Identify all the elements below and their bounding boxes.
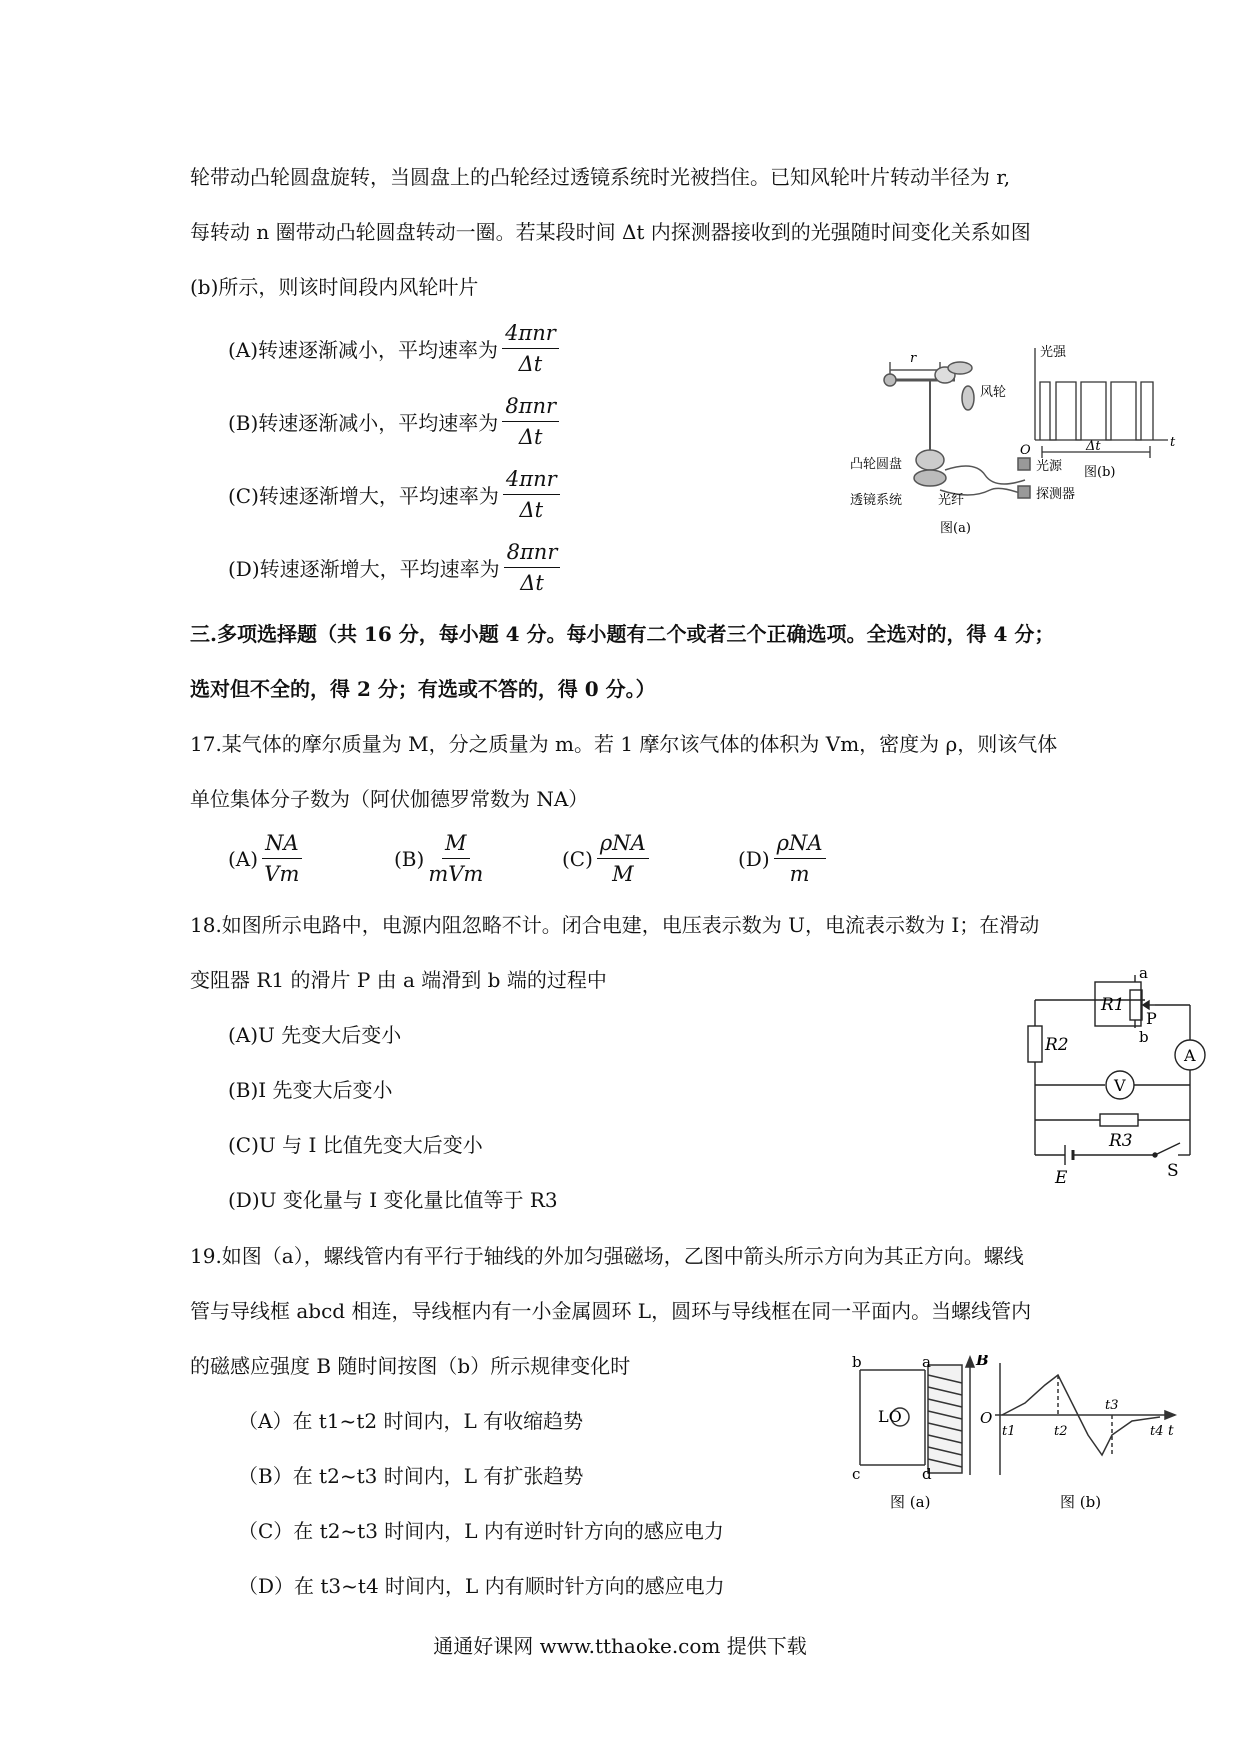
q17-option-c[interactable]: [562, 830, 649, 887]
circuit-label-e: E: [1055, 1168, 1068, 1188]
q19-text-line-1: 19.如图（a），螺线管内有平行于轴线的外加匀强磁场，乙图中箭头所示方向为其正方向。螺线: [190, 1244, 1024, 1268]
fig-label-origin: O: [1020, 443, 1031, 458]
fig-label-fiber: 光纤: [938, 493, 965, 508]
fig-label-detector: 探测器: [1036, 487, 1076, 502]
fig-label-origin: O: [980, 1409, 993, 1427]
fraction: [502, 393, 559, 450]
fig-label-t: t: [1170, 435, 1176, 450]
option-label: (B): [394, 846, 425, 871]
fraction-numerator: ρNA: [774, 830, 826, 859]
q19-option-c[interactable]: （C）在 t2~t3 时间内，L 内有逆时针方向的感应电力: [238, 1519, 724, 1543]
option-label: (B)转速逐渐减小，平均速率为: [228, 411, 499, 435]
q16-text-line-1: 轮带动凸轮圆盘旋转，当圆盘上的凸轮经过透镜系统时光被挡住。已知风轮叶片转动半径为 r,: [190, 165, 1011, 189]
q17-option-d[interactable]: [738, 830, 826, 887]
fig-label-b-field: B: [976, 1355, 989, 1369]
q17-option-b[interactable]: [394, 830, 483, 887]
fig-label-lens: 透镜系统: [850, 493, 903, 508]
circuit-label-a: a: [1139, 970, 1148, 982]
fraction-numerator: 4πnr: [502, 320, 559, 349]
circuit-label-b: b: [1139, 1028, 1149, 1046]
fraction: [503, 466, 560, 523]
fig-label-t: t: [1168, 1423, 1174, 1439]
fraction-denominator: Δt: [518, 425, 543, 449]
fig-label-b: b: [852, 1355, 862, 1371]
q18-option-d[interactable]: (D)U 变化量与 I 变化量比值等于 R3: [228, 1188, 558, 1212]
q18-text-line-2: 变阻器 R1 的滑片 P 由 a 端滑到 b 端的过程中: [190, 968, 607, 992]
fraction-denominator: Δt: [518, 352, 543, 376]
fig-label-fan: 风轮: [980, 385, 1007, 400]
q18-text-line-1: 18.如图所示电路中，电源内阻忽略不计。闭合电建，电压表示数为 U，电流表示数为 I；在滑动: [190, 913, 1040, 937]
q18-option-a[interactable]: (A)U 先变大后变小: [228, 1023, 402, 1047]
fraction-numerator: 8πnr: [504, 539, 561, 568]
q19-text-line-3: 的磁感应强度 B 随时间按图（b）所示规律变化时: [190, 1354, 631, 1378]
circuit-label-r2: R2: [1045, 1035, 1069, 1055]
fraction: [262, 830, 302, 887]
fraction: [502, 320, 559, 377]
q16-option-d[interactable]: [228, 539, 560, 596]
q19-option-a[interactable]: （A）在 t1~t2 时间内，L 有收缩趋势: [238, 1409, 584, 1433]
ammeter-icon: A: [1184, 1046, 1196, 1065]
option-label: (C)转速逐渐增大，平均速率为: [228, 484, 499, 508]
footer-source: 通通好课网 www.tthaoke.com 提供下载: [433, 1634, 807, 1658]
q16-option-a[interactable]: [228, 320, 559, 377]
fig-label-d: d: [922, 1465, 932, 1483]
voltmeter-icon: V: [1114, 1076, 1126, 1095]
q16-option-b[interactable]: [228, 393, 559, 450]
fig-caption-a: 图 (a): [890, 1493, 931, 1511]
fraction-numerator: M: [442, 830, 470, 859]
fraction-numerator: NA: [262, 830, 302, 859]
q18-circuit-diagram: [1015, 970, 1215, 1190]
fig-label-b: 图(b): [1084, 465, 1116, 480]
option-label: (C): [562, 846, 593, 871]
q16-figure: [850, 340, 1190, 550]
option-label: (D)转速逐渐增大，平均速率为: [228, 557, 500, 581]
section-3-heading-line-2: 选对但不全的，得 2 分；有选或不答的，得 0 分。）: [190, 677, 656, 701]
fig-label-a: 图(a): [940, 521, 971, 536]
fig-label-cam: 凸轮圆盘: [850, 457, 903, 472]
fig-label-a: a: [922, 1355, 931, 1371]
option-label: (D): [738, 846, 770, 871]
option-label: (A): [228, 846, 259, 871]
fig-label-delta-t: Δt: [1086, 439, 1101, 454]
option-label: (A)转速逐渐减小，平均速率为: [228, 338, 499, 362]
fraction-denominator: m: [789, 862, 810, 886]
fig-label-r: r: [910, 351, 917, 366]
fig-label-c: c: [852, 1465, 861, 1483]
q16-option-c[interactable]: [228, 466, 560, 523]
fraction-denominator: Δt: [520, 571, 544, 595]
circuit-label-p: P: [1146, 1009, 1157, 1028]
fraction: [428, 830, 483, 887]
q19-text-line-2: 管与导线框 abcd 相连，导线框内有一小金属圆环 L，圆环与导线框在同一平面内。当螺线管内: [190, 1299, 1032, 1323]
fig-label-ring-l: LO: [878, 1407, 902, 1426]
q19-figure: [850, 1355, 1180, 1535]
fig-caption-b: 图 (b): [1060, 1493, 1102, 1511]
q16-text-line-2: 每转动 n 圈带动凸轮圆盘转动一圈。若某段时间 Δt 内探测器接收到的光强随时间变化关系如图: [190, 220, 1031, 244]
fraction: [504, 539, 561, 596]
fig-label-t3: t3: [1105, 1398, 1119, 1413]
q19-option-b[interactable]: （B）在 t2~t3 时间内，L 有扩张趋势: [238, 1464, 584, 1488]
section-3-heading-line-1: 三.多项选择题（共 16 分，每小题 4 分。每小题有二个或者三个正确选项。全选对的，得 4 分；: [190, 622, 1055, 646]
fraction-numerator: 8πnr: [502, 393, 559, 422]
fig-label-light-source: 光源: [1036, 459, 1063, 474]
circuit-label-r1: R1: [1101, 995, 1125, 1015]
fig-label-t2: t2: [1054, 1424, 1068, 1439]
circuit-label-s: S: [1167, 1161, 1179, 1181]
fraction-denominator: mVm: [428, 862, 484, 886]
fraction-numerator: ρNA: [597, 830, 649, 859]
fraction: [597, 830, 649, 887]
fig-label-t1: t1: [1002, 1424, 1016, 1439]
q18-option-c[interactable]: (C)U 与 I 比值先变大后变小: [228, 1133, 483, 1157]
fig-label-light-intensity: 光强: [1040, 345, 1067, 360]
q17-text-line-1: 17.某气体的摩尔质量为 M，分之质量为 m。若 1 摩尔该气体的体积为 Vm，密度为 ρ，则该气体: [190, 732, 1058, 756]
fraction-denominator: Vm: [264, 862, 300, 886]
fraction: [774, 830, 826, 887]
q16-text-line-3: (b)所示，则该时间段内风轮叶片: [190, 275, 479, 299]
q17-option-a[interactable]: [228, 830, 302, 887]
fig-label-t4: t4: [1150, 1424, 1164, 1439]
fraction-denominator: M: [612, 862, 634, 886]
q17-text-line-2: 单位集体分子数为（阿伏伽德罗常数为 NA）: [190, 787, 589, 811]
fraction-denominator: Δt: [519, 498, 544, 522]
circuit-label-r3: R3: [1109, 1131, 1133, 1151]
q18-option-b[interactable]: (B)I 先变大后变小: [228, 1078, 393, 1102]
q19-option-d[interactable]: （D）在 t3~t4 时间内，L 内有顺时针方向的感应电力: [238, 1574, 725, 1598]
fraction-numerator: 4πnr: [503, 466, 560, 495]
